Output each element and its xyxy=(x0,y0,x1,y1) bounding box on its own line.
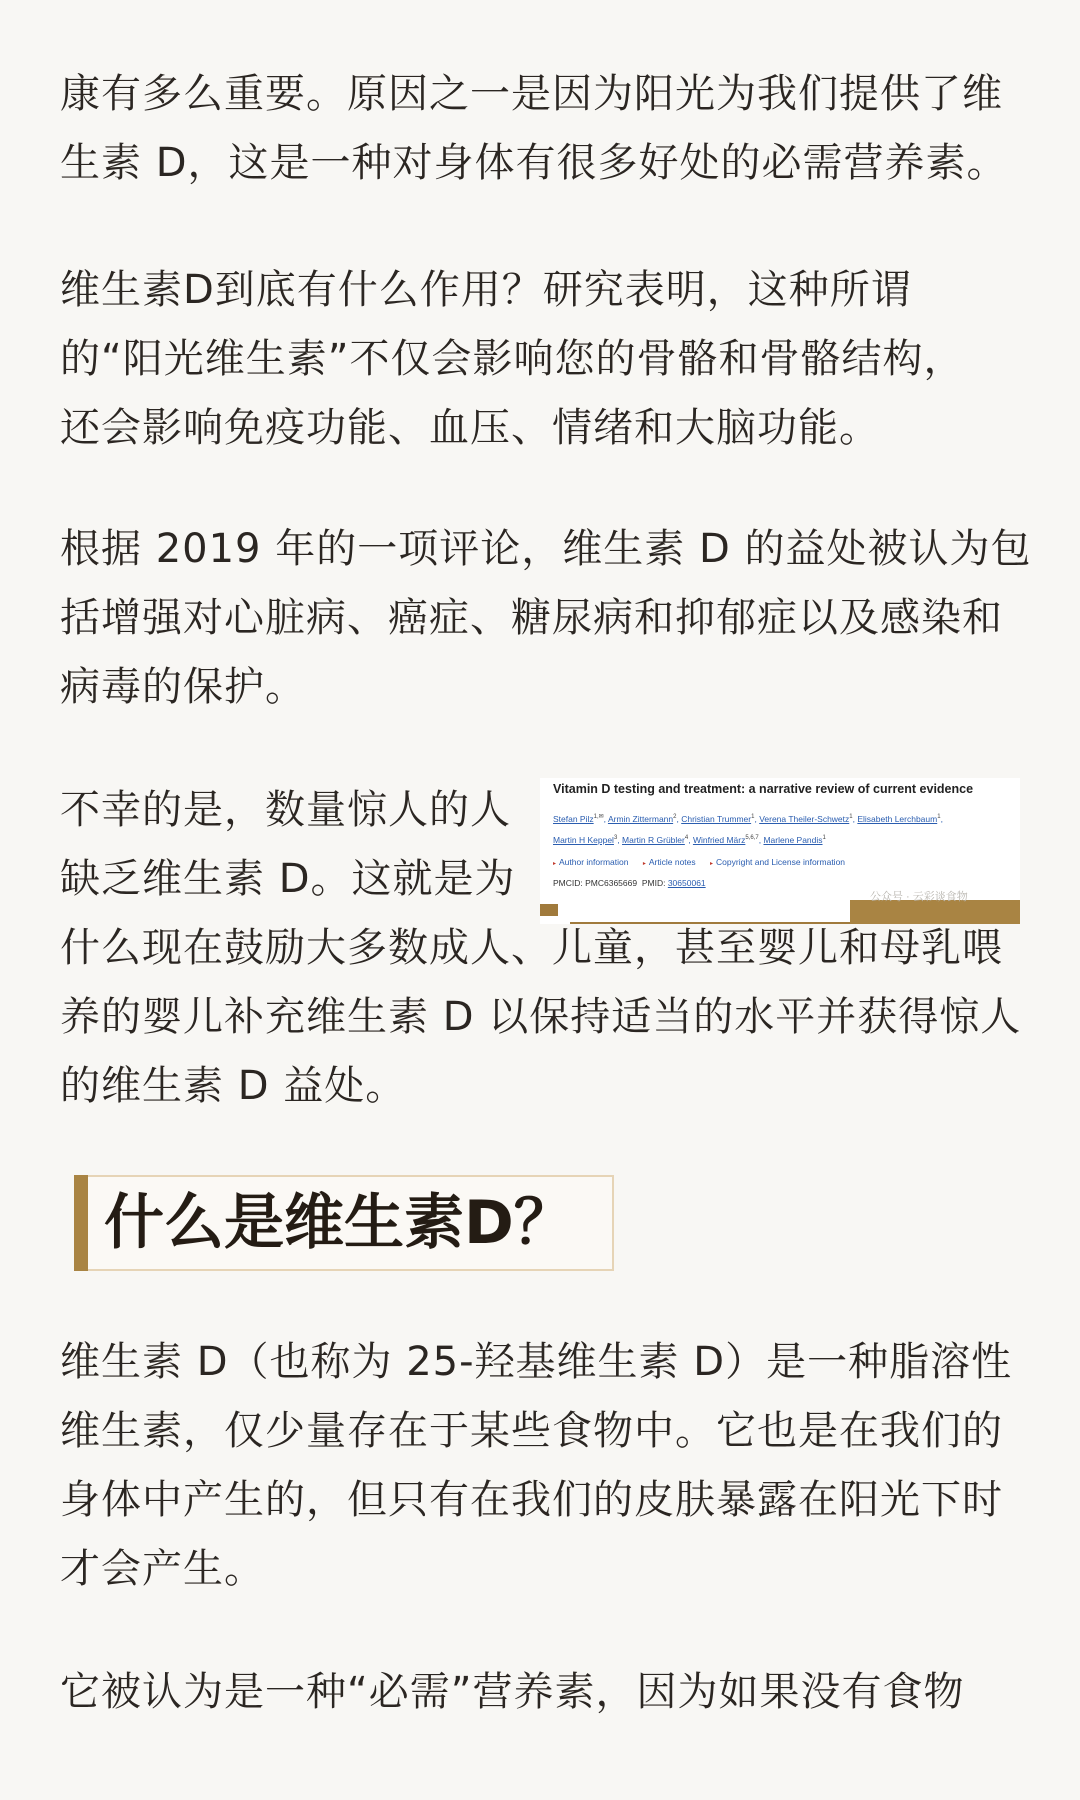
text-line: 的维生素 D 益处。 xyxy=(60,1063,407,1109)
paper-authors: Stefan Pilz$^{1,✉}$, Armin Zittermann$^2$, Christian Trummer$^1$, Verena Theiler-Schwetz$^1$, Elisabeth Lerchbaum$^1$, Martin H Keppel$^3$, Martin R Grübler$^4$, Winfried März$^{5,6,7}$, Marlene Pandis$^1$ xyxy=(553,813,943,845)
author-link[interactable]: Winfried März xyxy=(692,834,746,845)
author-affiliation: 1 xyxy=(751,814,755,820)
author-affiliation: 1 xyxy=(822,834,826,841)
paper-screenshot-figure xyxy=(540,778,1020,924)
paragraph-definition xyxy=(60,1328,1022,1604)
paper-info-links xyxy=(553,857,857,867)
author-link[interactable]: Christian Trummer xyxy=(681,813,752,824)
paragraph-essential xyxy=(60,1658,1022,1727)
text-line: 它被认为是一种“必需”营养素，因为如果没有食物 xyxy=(60,1669,965,1715)
text-line: 养的婴儿补充维生素 D 以保持适当的水平并获得惊人 xyxy=(60,994,1022,1040)
text-line: 康有多么重要。原因之一是因为阳光为我们提供了维 xyxy=(60,71,1003,117)
text-line: 维生素D到底有什么作用？研究表明，这种所谓 xyxy=(60,267,912,313)
author-link[interactable]: Stefan Pilz xyxy=(553,813,594,824)
author-affiliation: 1 xyxy=(849,814,853,820)
heading-accent-bar xyxy=(74,1175,88,1271)
text-line: 生素 D，这是一种对身体有很多好处的必需营养素。 xyxy=(60,140,1008,186)
text-line: 的“阳光维生素”不仅会影响您的骨骼和骨骼结构， xyxy=(60,336,965,382)
pmcid-label: PMCID: PMC6365669 xyxy=(553,878,638,888)
author-link[interactable]: Martin H Keppel xyxy=(553,834,614,845)
text-line: 维生素，仅少量存在于某些食物中。它也是在我们的 xyxy=(60,1408,1003,1454)
triangle-icon: ▸ xyxy=(710,861,714,867)
decor-block xyxy=(540,904,558,916)
section-heading-box xyxy=(74,1175,614,1271)
author-affiliation: 1 xyxy=(937,814,941,820)
text-line: 才会产生。 xyxy=(60,1546,265,1592)
pmid-link[interactable]: 30650061 xyxy=(667,878,706,888)
author-information-link[interactable]: Author information xyxy=(559,857,629,867)
text-line: 病毒的保护。 xyxy=(60,664,306,710)
author-link[interactable]: Martin R Grübler xyxy=(622,834,685,845)
copyright-link[interactable]: Copyright and License information xyxy=(716,857,846,867)
author-affiliation: 3 xyxy=(613,834,618,841)
paper-ids xyxy=(553,878,706,888)
text-line: 根据 2019 年的一项评论，维生素 D 的益处被认为包 xyxy=(60,526,1032,572)
paragraph-sunlight xyxy=(60,60,1022,198)
pmid-label: PMID: xyxy=(641,878,666,888)
author-affiliation: 5,6,7 xyxy=(745,834,759,841)
author-affiliation: 2 xyxy=(673,814,677,820)
text-line: 不幸的是，数量惊人的人 xyxy=(60,787,511,833)
author-affiliation: 1,✉ xyxy=(593,814,604,820)
watermark: 公众号 · 云彩谈食物 xyxy=(870,891,968,903)
text-line: 还会影响免疫功能、血压、情绪和大脑功能。 xyxy=(60,405,880,451)
triangle-icon: ▸ xyxy=(642,861,646,867)
text-line: 维生素 D（也称为 25-羟基维生素 D）是一种脂溶性 xyxy=(60,1339,1013,1385)
section-heading: 什么是维生素D？ xyxy=(104,1188,574,1258)
text-line: 缺乏维生素 D。这就是为 xyxy=(60,856,516,902)
author-link[interactable]: Verena Theiler-Schwetz xyxy=(759,813,850,824)
paper-title: Vitamin D testing and treatment: a narrative review of current evidence xyxy=(553,782,974,796)
text-line: 身体中产生的，但只有在我们的皮肤暴露在阳光下时 xyxy=(60,1477,1003,1523)
paragraph-benefits xyxy=(60,515,1032,722)
triangle-icon: ▸ xyxy=(553,861,557,867)
text-line: 括增强对心脏病、癌症、糖尿病和抑郁症以及感染和 xyxy=(60,595,1003,641)
text-line: 什么现在鼓励大多数成人、儿童，甚至婴儿和母乳喂 xyxy=(60,925,1003,971)
author-link[interactable]: Armin Zittermann xyxy=(607,813,674,824)
author-link[interactable]: Elisabeth Lerchbaum xyxy=(857,813,938,824)
paragraph-function xyxy=(60,256,1022,463)
author-affiliation: 4 xyxy=(684,834,689,841)
article-notes-link[interactable]: Article notes xyxy=(648,857,696,867)
decor-line xyxy=(570,922,850,924)
author-link[interactable]: Marlene Pandis xyxy=(763,834,823,845)
